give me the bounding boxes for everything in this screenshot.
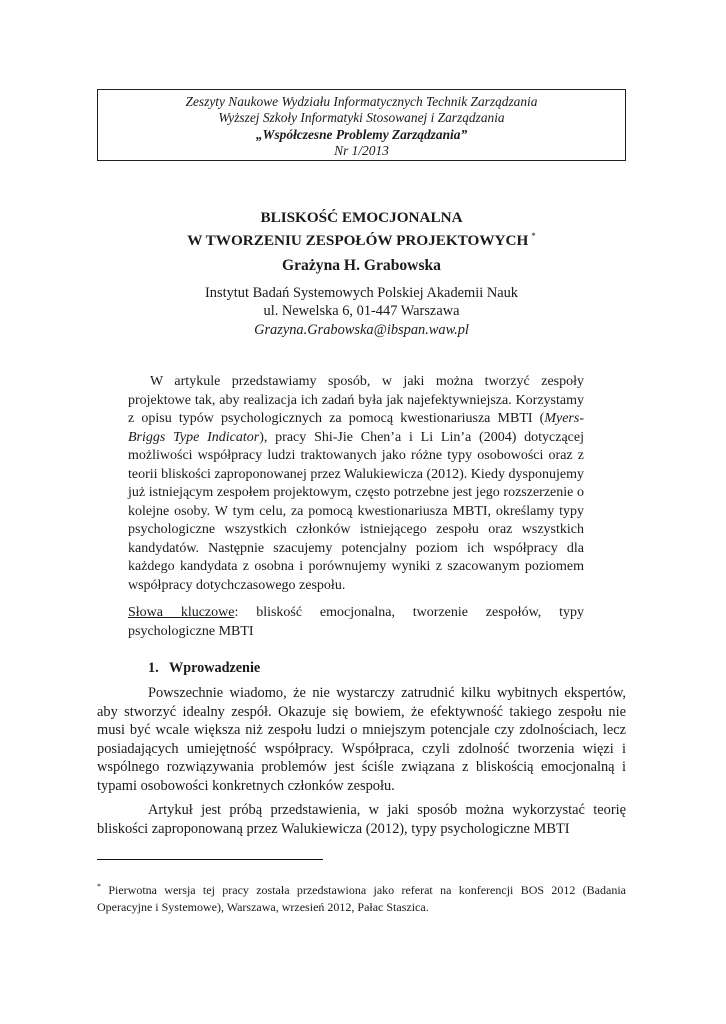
affiliation-institute: Instytut Badań Systemowych Polskiej Akademii Nauk [205, 285, 518, 301]
abstract-text-end: ), pracy Shi-Jie Chen’a i Li Lin’a (2004) dotyczącej możliwości współpracy ludzi traktowanych jako różne typy osobowości oraz z teorii bliskości zaproponowanej przez Walukiewicza (2012). Kiedy dysponujemy już istniejącym zespołem projektowym, często potrzebne jest jego rozszerzenie o kolejne osoby. W tym celu, za pomocą kwestionariusza MBTI, określamy typy psychologiczne wszystkich członków istniejącego zespołu oraz wszystkich kandydatów. Następnie szacujemy potencjalny poziom ich współpracy dla każdego kandydata z osobna i porównujemy wyniki z szacowanym poziomem współpracy dotychczasowego zespołu. [128, 429, 584, 593]
keywords-text: : bliskość emocjonalna, tworzenie zespołów, typy psychologiczne MBTI [128, 605, 584, 639]
body-paragraph-2: Artykuł jest próbą przedstawienia, w jaki sposób można wykorzystać teorię bliskości zaproponowaną przez Walukiewicza (2012), typy psychologiczne MBTI [97, 802, 626, 837]
title-line2: W TWORZENIU ZESPOŁÓW PROJEKTOWYCH [187, 232, 529, 249]
author-email: Grazyna.Grabowska@ibspan.waw.pl [254, 321, 469, 338]
abstract [128, 373, 584, 595]
author-affiliation [97, 284, 626, 339]
abstract-mbti-expansion: Myers-Briggs Type Indicator [128, 411, 584, 445]
journal-header-box [97, 89, 626, 161]
journal-name-line1: Zeszyty Naukowe Wydziału Informatycznych Technik Zarządzania [185, 94, 538, 109]
title-line1: BLISKOŚĆ EMOCJONALNA [260, 209, 463, 226]
footnote-marker: * [97, 882, 101, 891]
body-paragraph-1: Powszechnie wiadomo, że nie wystarczy zatrudnić kilku wybitnych ekspertów, aby stworzyć idealny zespół. Okazuje się bowiem, że efektywność takiego zespołu nie musi być wcale większa niż zespołu ludzi o mniejszym potencjale czy zdolnościach, lecz posiadających umiejętność współpracy. Współpraca, czyli zdolność tworzenia więzi i wspólnego rozwiązywania problemów jest ściśle związana z bliskością emocjonalną i typami osobowości konkretnych członków zespołu. [97, 685, 626, 794]
journal-issue: Nr 1/2013 [334, 142, 389, 158]
journal-name-line2: Wyższej Szkoły Informatyki Stosowanej i Zarządzania [218, 110, 505, 126]
author-name: Grażyna H. Grabowska [282, 257, 441, 274]
footnote [97, 878, 626, 916]
keywords-label: Słowa kluczowe [128, 605, 235, 620]
journal-series: „Współczesne Problemy Zarządzania” [255, 126, 468, 142]
section-heading-introduction: 1. Wprowadzenie [148, 660, 261, 676]
footnote-separator [97, 859, 323, 860]
title-footnote-marker: * [531, 231, 536, 241]
keywords [128, 604, 584, 641]
article-title [97, 208, 626, 250]
abstract-text-start: W artykule przedstawiamy sposób, w jaki można tworzyć zespoły projektowe tak, aby realizacja ich zadań była jak najefektywniejsza. Korzystamy z opisu typów psychologicznych za pomocą kwestionariusza MBTI ( [128, 374, 584, 426]
footnote-text: Pierwotna wersja tej pracy została przedstawiona jako referat na konferencji BOS 2012 (Badania Operacyjne i Systemowe), Warszawa, wrzesień 2012, Pałac Staszica. [97, 883, 626, 914]
affiliation-address: ul. Newelska 6, 01-447 Warszawa [263, 303, 460, 320]
